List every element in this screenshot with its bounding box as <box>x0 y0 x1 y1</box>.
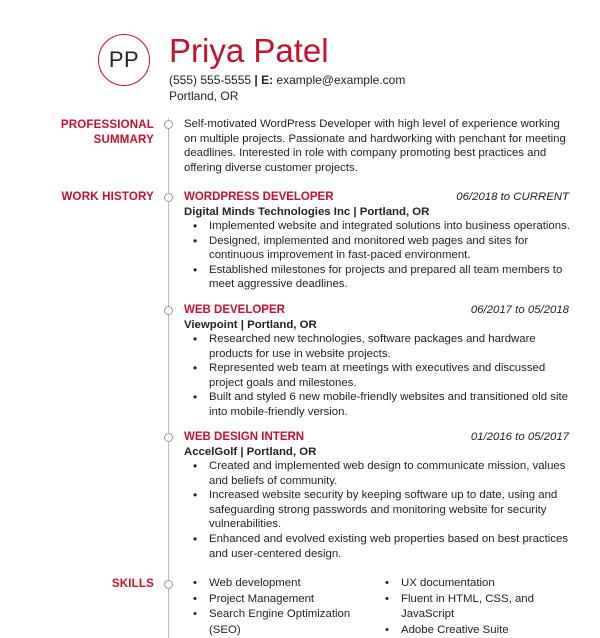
location: Portland, OR <box>169 88 405 104</box>
job-title: WEB DEVELOPER <box>184 303 285 318</box>
timeline-dot-summary <box>164 120 173 129</box>
skill-item: • Search Engine Optimization (SEO) <box>209 607 379 638</box>
job-bullet: • Implemented website and integrated solutions into business operations. <box>209 219 574 234</box>
contact-info <box>169 72 405 104</box>
section-label-skills: SKILLS <box>112 577 154 592</box>
skill-item: • Project Management <box>209 592 379 608</box>
job-company: Viewpoint | Portland, OR <box>184 318 317 333</box>
job-company: Digital Minds Technologies Inc | Portland, OR <box>184 205 429 220</box>
section-label-summary <box>61 118 154 148</box>
contact-separator: | <box>251 73 261 87</box>
phone-number: (555) 555-5555 <box>169 73 251 87</box>
skills-list-left <box>209 576 379 638</box>
email-address: example@example.com <box>273 73 405 87</box>
job-bullet: • Built and styled 6 new mobile-friendly websites and transitioned old site into mobile-friendly version. <box>209 390 574 419</box>
skill-item: • Fluent in HTML, CSS, and JavaScript <box>401 592 571 623</box>
job-company: AccelGolf | Portland, OR <box>184 445 316 460</box>
job-bullets <box>209 219 574 292</box>
job-bullet: • Designed, implemented and monitored web pages and sites for continuous improvement in fast-paced environment. <box>209 234 574 263</box>
job-title: WORDPRESS DEVELOPER <box>184 190 334 205</box>
job-bullet: • Represented web team at meetings with executives and discussed project goals and milestones. <box>209 361 574 390</box>
timeline-dot-job-3 <box>164 433 173 442</box>
job-dates: 06/2017 to 05/2018 <box>471 303 569 318</box>
job-bullet: • Established milestones for projects and prepared all team members to meet aggressive deadlines. <box>209 263 574 292</box>
summary-text: Self-motivated WordPress Developer with high level of experience working on multiple projects. Passionate and hardworking with penchant for meeting deadlines. Interested in role with company promoting best practices and offering diverse customer projects. <box>184 117 574 175</box>
job-bullets <box>209 332 574 420</box>
skills-list-right <box>401 576 571 638</box>
summary-label-line-1: PROFESSIONAL <box>61 118 154 133</box>
section-label-work-history: WORK HISTORY <box>62 190 155 205</box>
job-bullets <box>209 459 574 561</box>
timeline-dot-skills <box>164 580 173 589</box>
monogram-badge: PP <box>98 34 150 86</box>
job-bullet: • Increased website security by keeping software up to date, using and safeguarding strong passwords and monitoring website for security vulnerabilities. <box>209 488 574 532</box>
job-bullet: • Created and implemented web design to communicate mission, values and beliefs of community. <box>209 459 574 488</box>
job-bullet: • Researched new technologies, software packages and hardware products for use in website projects. <box>209 332 574 361</box>
skill-item: • Adobe Creative Suite <box>401 623 571 638</box>
email-label: E: <box>261 73 273 87</box>
job-title: WEB DESIGN INTERN <box>184 430 304 445</box>
timeline-dot-work <box>164 193 173 202</box>
job-dates: 01/2016 to 05/2017 <box>471 430 569 445</box>
candidate-name: Priya Patel <box>169 32 329 70</box>
timeline-dot-job-2 <box>164 306 173 315</box>
job-dates: 06/2018 to CURRENT <box>456 190 569 205</box>
summary-label-line-2: SUMMARY <box>61 133 154 148</box>
skill-item: • UX documentation <box>401 576 571 592</box>
skill-item: • Web development <box>209 576 379 592</box>
job-bullet: • Enhanced and evolved existing web properties based on best practices and user-centered design. <box>209 532 574 561</box>
